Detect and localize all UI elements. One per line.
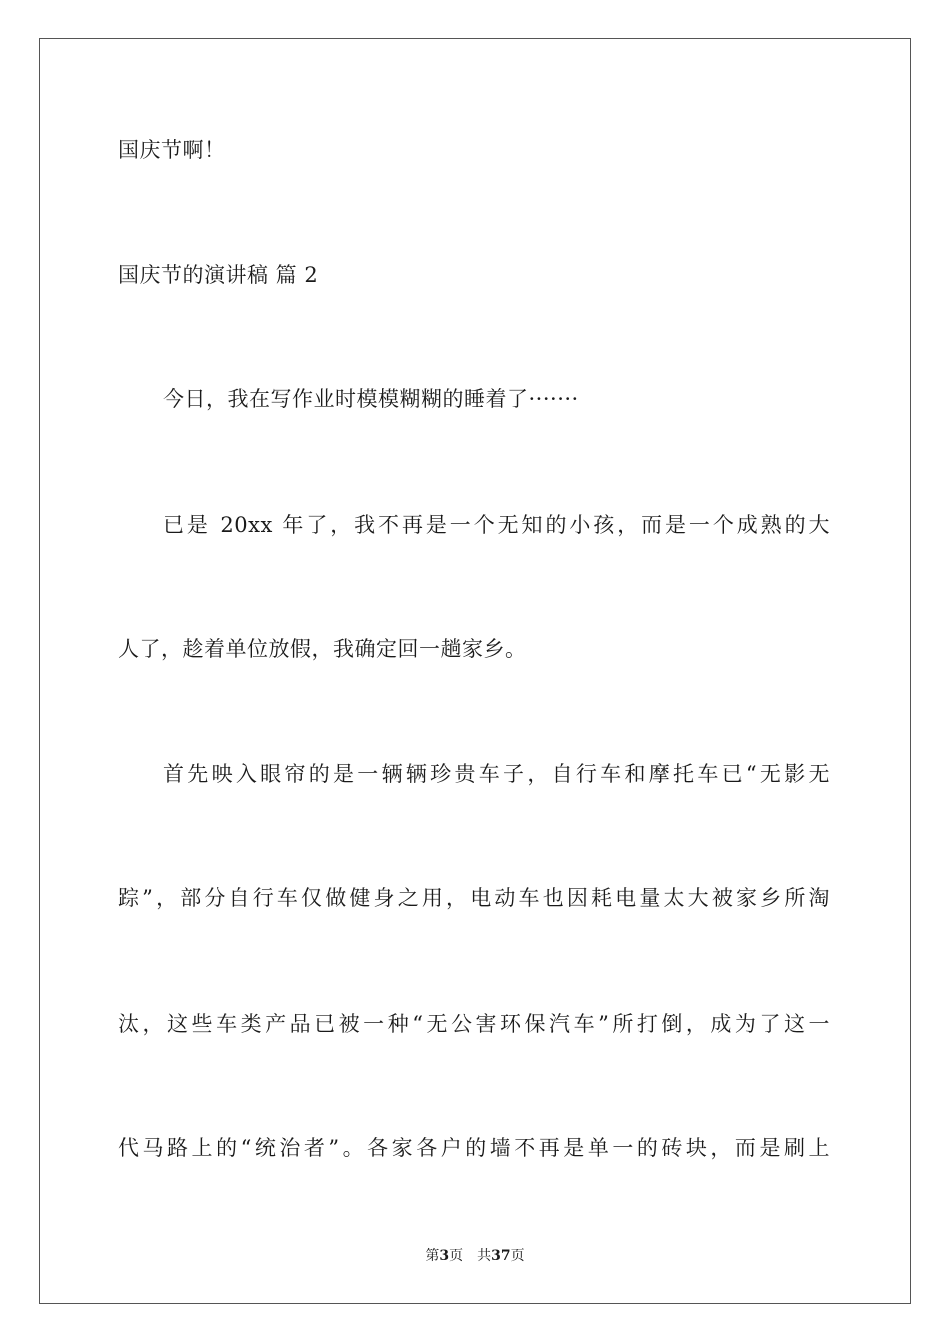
text-line-6: 首先映入眼帘的是一辆辆珍贵车子，自行车和摩托车已“无影无 <box>163 762 830 786</box>
text-line-1: 国庆节啊！ <box>118 138 226 162</box>
total-prefix: 共 <box>477 1248 492 1264</box>
page-border <box>39 38 911 1304</box>
text-line-7: 踪”，部分自行车仅做健身之用，电动车也因耗电量太大被家乡所淘 <box>118 886 830 910</box>
section-heading: 国庆节的演讲稿 篇 2 <box>118 263 319 287</box>
text-line-3: 今日，我在写作业时模模糊糊的睡着了······· <box>163 387 579 411</box>
total-suffix: 页 <box>510 1248 525 1264</box>
text-line-5: 人了，趁着单位放假，我确定回一趟家乡。 <box>118 637 527 661</box>
page-suffix: 页 <box>449 1248 464 1264</box>
page-number: 3 <box>439 1248 450 1264</box>
total-pages: 37 <box>491 1248 511 1264</box>
page-footer <box>0 1247 950 1265</box>
page-prefix: 第 <box>425 1248 440 1264</box>
text-line-8: 汰，这些车类产品已被一种“无公害环保汽车”所打倒，成为了这一 <box>118 1012 830 1036</box>
text-line-4: 已是 20xx 年了，我不再是一个无知的小孩，而是一个成熟的大 <box>163 513 830 537</box>
text-line-9: 代马路上的“统治者”。各家各户的墙不再是单一的砖块，而是刷上 <box>118 1136 830 1160</box>
